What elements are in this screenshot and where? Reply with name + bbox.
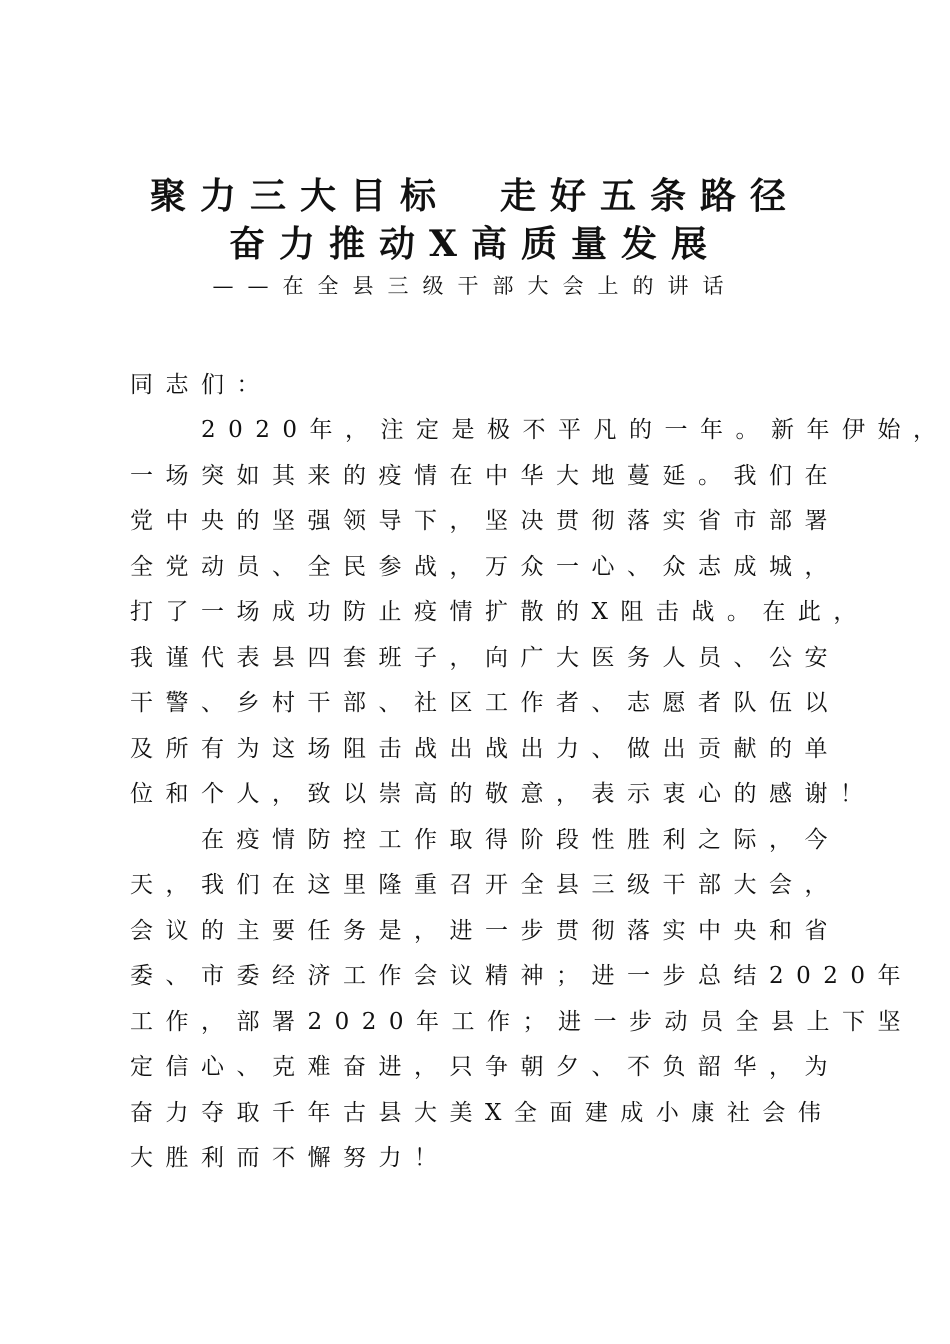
greeting: 同志们：: [130, 372, 272, 398]
body-line: 定信心、克难奋进，只争朝夕、不负韶华，为: [130, 1054, 840, 1080]
body-line: 及所有为这场阻击战出战出力、做出贡献的单: [130, 736, 840, 762]
body-line: 打了一场成功防止疫情扩散的X阻击战。在此，: [130, 599, 869, 625]
subtitle: ——在全县三级干部大会上的讲话: [212, 274, 738, 298]
body-line: 会议的主要任务是，进一步贯彻落实中央和省: [130, 918, 840, 944]
body-line: 2020年，注定是极不平凡的一年。新年伊始，: [130, 417, 949, 443]
body-line: 位和个人，致以崇高的敬意，表示衷心的感谢！: [130, 781, 876, 807]
body-line: 工作，部署2020年工作；进一步动员全县上下坚: [130, 1009, 914, 1035]
body-line: 大胜利而不懈努力！: [130, 1145, 450, 1171]
body-line: 奋力夺取千年古县大美X全面建成小康社会伟: [130, 1100, 834, 1126]
title-line-2: 奋力推动X高质量发展: [229, 223, 721, 265]
body-line: 干警、乡村干部、社区工作者、志愿者队伍以: [130, 690, 840, 716]
body-line: 一场突如其来的疫情在中华大地蔓延。我们在: [130, 463, 840, 489]
body-line: 党中央的坚强领导下，坚决贯彻落实省市部署: [130, 508, 840, 534]
body-line: 天，我们在这里隆重召开全县三级干部大会，: [130, 872, 840, 898]
body-line: 委、市委经济工作会议精神；进一步总结2020年: [130, 963, 914, 989]
body-line: 我谨代表县四套班子，向广大医务人员、公安: [130, 645, 840, 671]
body-line: 在疫情防控工作取得阶段性胜利之际，今: [130, 827, 840, 853]
body-line: 全党动员、全民参战，万众一心、众志成城，: [130, 554, 840, 580]
title-line-1: 聚力三大目标 走好五条路径: [149, 175, 800, 217]
